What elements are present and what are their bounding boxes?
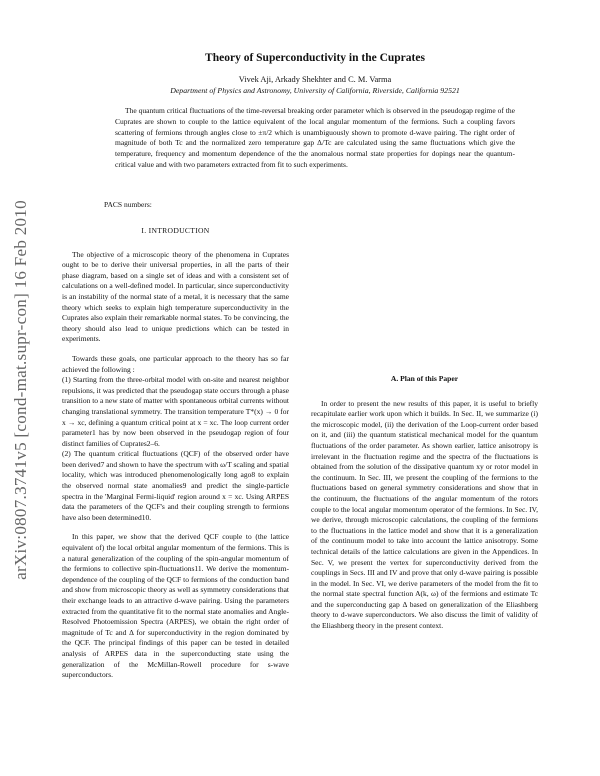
abstract <box>115 106 515 171</box>
section-heading-introduction: I. INTRODUCTION <box>141 226 210 235</box>
arxiv-identifier-text: arXiv:0807.3741v5 [cond-mat.supr-con] 16 Feb 2010 <box>11 200 30 580</box>
paper-title: Theory of Superconductivity in the Cuprates <box>205 52 425 64</box>
intro-paragraph-2: Towards these goals, one particular approach to the theory has so far achieved the following : <box>62 353 289 374</box>
right-column-continuation-space <box>311 226 538 350</box>
plan-paragraph: In order to present the new results of this paper, it is useful to briefly recapitulate earlier work upon which it builds. In Sec. II, we summarize (i) the microscopic model, (ii) the derivation of the Loop-current order based on it, and (iii) the quantum statistical mechanical model for the quantum fluctuations of the order parameter. As shown earlier, lattice anisotropy is irrelevant in the fluctuation regime and the spectra of the fluctuations is obtained from the solution of the dissipative quantum xy or rotor model in the continuum. In Sec. III, we present the coupling of the fermions to the fluctuations based on general symmetry considerations and show that in the continuum, the fluctuations of the angular momentum of the rotors couple to the local angular momentum operator of the fermions. In Sec. IV, we derive, through microscopic calculations, the coupling of the fermions to the fluctuations in the lattice model and show that it is a generalization of the continuum model to take into account the lattice anisotropy. Some technical details of the lattice calculations are given in the Appendices. In Sec. V, we present the vertex for superconductivity derived from the couplings in Secs. III and IV and prove that only d-wave pairing is possible in the model. In Sec. VI, we derive parameters of the model from the fit to the normal state spectral function A(k, ω) of the fermions and estimate Tc and the superconducting gap Δ based on generalization of the Eliashberg theory to d-wave superconductors. We also discuss the limit of validity of the Eliashberg theory in the present context. <box>311 398 538 631</box>
intro-paragraph-1: The objective of a microscopic theory of the phenomena in Cuprates ought to be to derive their universal properties, in all the parts of their phase diagram, based on a single set of ideas and with a consistent set of calculations on a well-defined model. In particular, since superconductivity is an instability of the normal state of a metal, it is necessary that the same theory which seeks to explain high temperature superconductivity in the Cuprates also explain their remarkable normal states. To be convincing, the theory should also lead to unique predictions which can be tested in experiments. <box>62 249 289 344</box>
author-affiliation: Department of Physics and Astronomy, University of California, Riverside, California 92521 <box>170 86 460 95</box>
left-column <box>62 226 289 690</box>
intro-item-2: (2) The quantum critical fluctuations (QCF) of the observed order have been derived7 and shown to have the spectrum with ω/T scaling and spatial locality, which was introduced phenomenologically long ago8 to explain the observed normal state anomalies9 and predict the single-particle spectra in the 'Marginal Fermi-liquid' region around x = xc. Using ARPES data the parameters of the QCF's and their coupling strength to fermions have also been determined10. <box>62 449 289 522</box>
abstract-text: The quantum critical fluctuations of the time-reversal breaking order parameter which is observed in the pseudogap regime of the Cuprates are shown to couple to the lattice equivalent of the local angular momentum of the fermions. Such a coupling favors scattering of fermions through angles close to ±π/2 which is unambiguously shown to promote d-wave pairing. The right order of magnitude of both Tc and the normalized zero temperature gap Δ/Tc are calculated using the same fluctuations which give the temperature, frequency and momentum dependence of the the anomalous normal state properties for dopings near the quantum-critical value and with two parameters extracted from fit to such experiments. <box>115 106 515 169</box>
subsection-heading-plan: A. Plan of this Paper <box>390 374 459 383</box>
intro-paragraph-3: In this paper, we show that the derived QCF couple to (the lattice equivalent of) the local orbital angular momentum of the fermions. This is a natural generalization of the coupling of the spin-angular momentum of the fermions to collective spin-fluctuations11. We derive the momentum-dependence of the coupling of the QCF to fermions of the conduction band and show from microscopic theory as well as symmetry considerations that their exchange leads to an attractive d-wave pairing. Using the parameters extracted from the quantitative fit to the normal state anomalies and Angle-Resolved Photoemission Spectra (ARPES), we obtain the right order of magnitude of Tc and Δ for superconductivity in the region dominated by the QCF. The principal findings of this paper can be tested in detailed analysis of ARPES data in the superconducting state using the generalization of the McMillan-Rowell procedure for s-wave superconductors. <box>62 532 289 680</box>
right-column <box>311 226 538 641</box>
paper-authors: Vivek Aji, Arkady Shekhter and C. M. Varma <box>238 75 392 84</box>
pacs-numbers: PACS numbers: <box>104 200 152 209</box>
intro-item-1: (1) Starting from the three-orbital model with on-site and nearest neighbor repulsions, it was predicted that the pseudogap state occurs through a phase transition to a new state of matter with spontaneous orbital currents without changing translational symmetry. The transition temperature T*(x) → 0 for x → xc, defining a quantum critical point at x = xc. The loop current order parameter1 has by now been observed in the pseudogap region of four distinct families of Cuprates2–6. <box>62 375 289 448</box>
arxiv-identifier-sidebar <box>6 175 36 605</box>
